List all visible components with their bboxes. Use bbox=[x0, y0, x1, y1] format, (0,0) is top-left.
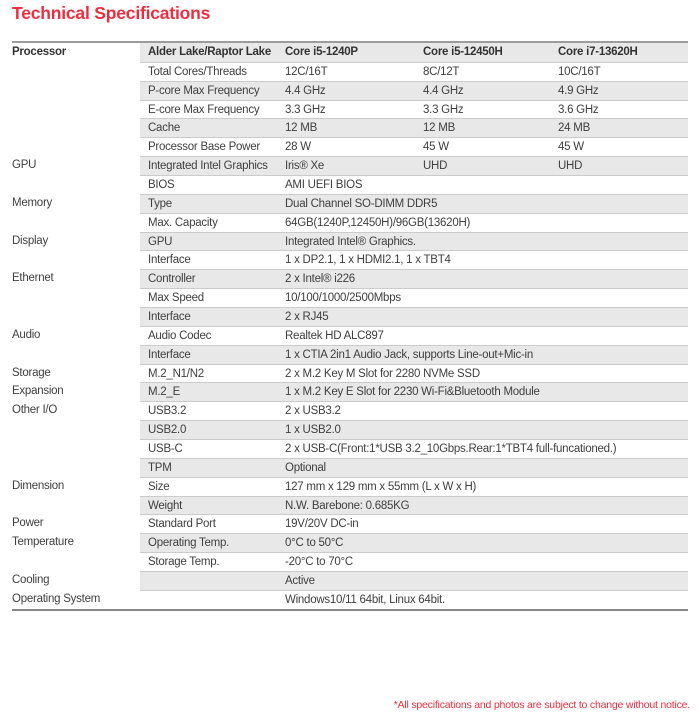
spec-label: E-core Max Frequency bbox=[148, 103, 260, 116]
category-label: Audio bbox=[12, 326, 140, 345]
table-row bbox=[12, 590, 688, 609]
category-label bbox=[12, 420, 140, 439]
spec-value: 3.6 GHz bbox=[558, 103, 599, 116]
spec-value: Core i5-12450H bbox=[423, 46, 503, 58]
spec-label bbox=[140, 572, 285, 590]
spec-value: Dual Channel SO-DIMM DDR5 bbox=[285, 197, 438, 210]
spec-label: Operating Temp. bbox=[148, 537, 230, 550]
spec-value: Integrated Intel® Graphics. bbox=[285, 235, 416, 248]
category-label: Processor bbox=[12, 43, 140, 62]
spec-value: 1 x CTIA 2in1 Audio Jack, supports Line-out+Mic-in bbox=[285, 348, 533, 361]
table-row bbox=[12, 345, 688, 364]
table-row bbox=[12, 439, 688, 458]
category-label bbox=[12, 496, 140, 515]
table-row bbox=[12, 496, 688, 515]
table-row bbox=[12, 307, 688, 326]
category-label: Ethernet bbox=[12, 269, 140, 288]
category-label bbox=[12, 100, 140, 119]
spec-value: 2 x USB3.2 bbox=[285, 405, 341, 418]
spec-label: Size bbox=[148, 480, 170, 493]
category-label: Cooling bbox=[12, 571, 140, 590]
category-label bbox=[12, 439, 140, 458]
spec-values bbox=[140, 288, 688, 307]
table-row bbox=[12, 137, 688, 156]
spec-values bbox=[140, 364, 688, 383]
spec-label: Controller bbox=[148, 273, 196, 286]
spec-value: 1 x M.2 Key E Slot for 2230 Wi-Fi&Bluetooth Module bbox=[285, 386, 540, 399]
table-row bbox=[12, 401, 688, 420]
table-row bbox=[12, 62, 688, 81]
category-label: Operating System bbox=[12, 590, 140, 609]
spec-values bbox=[140, 269, 688, 288]
spec-value: 10/100/1000/2500Mbps bbox=[285, 292, 401, 305]
spec-values bbox=[140, 81, 688, 100]
table-row bbox=[12, 364, 688, 383]
spec-values bbox=[140, 458, 688, 477]
spec-label bbox=[140, 591, 285, 609]
table-row bbox=[12, 175, 688, 194]
spec-label: Audio Codec bbox=[148, 329, 212, 342]
spec-values bbox=[140, 250, 688, 269]
table-row bbox=[12, 118, 688, 137]
category-label: Display bbox=[12, 232, 140, 251]
spec-label: TPM bbox=[148, 461, 172, 474]
category-label bbox=[12, 213, 140, 232]
spec-label: BIOS bbox=[148, 179, 175, 192]
spec-value: 127 mm x 129 mm x 55mm (L x W x H) bbox=[285, 480, 477, 493]
spec-label: P-core Max Frequency bbox=[148, 84, 260, 97]
table-row bbox=[12, 458, 688, 477]
spec-value: 3.3 GHz bbox=[285, 103, 326, 116]
spec-values bbox=[140, 496, 688, 515]
spec-value: Optional bbox=[285, 461, 326, 474]
category-label: Power bbox=[12, 514, 140, 533]
spec-value: 24 MB bbox=[558, 122, 590, 135]
spec-label: Interface bbox=[148, 254, 191, 267]
spec-values bbox=[140, 345, 688, 364]
spec-value: 45 W bbox=[558, 141, 584, 154]
footnote-text: *All specifications and photos are subject to change without notice. bbox=[393, 699, 690, 711]
spec-value: 12 MB bbox=[285, 122, 317, 135]
spec-table-body bbox=[12, 43, 688, 609]
spec-value: 4.4 GHz bbox=[285, 84, 326, 97]
table-row bbox=[12, 81, 688, 100]
spec-label: Interface bbox=[148, 348, 191, 361]
spec-value: 3.3 GHz bbox=[423, 103, 464, 116]
spec-label: GPU bbox=[148, 235, 173, 248]
spec-label: Type bbox=[148, 197, 172, 210]
spec-value: 2 x Intel® i226 bbox=[285, 273, 355, 286]
category-label bbox=[12, 118, 140, 137]
spec-values bbox=[140, 439, 688, 458]
spec-value: 10C/16T bbox=[558, 65, 601, 78]
spec-value: 4.9 GHz bbox=[558, 84, 599, 97]
category-label bbox=[12, 552, 140, 571]
spec-value: Realtek HD ALC897 bbox=[285, 329, 384, 342]
spec-value: 28 W bbox=[285, 141, 311, 154]
spec-value: Core i7-13620H bbox=[558, 46, 638, 58]
table-row bbox=[12, 533, 688, 552]
spec-label: Cache bbox=[148, 122, 180, 135]
spec-values bbox=[140, 307, 688, 326]
category-label bbox=[12, 62, 140, 81]
category-label: Expansion bbox=[12, 382, 140, 401]
spec-label: Total Cores/Threads bbox=[148, 65, 247, 78]
table-row bbox=[12, 100, 688, 119]
spec-value: 8C/12T bbox=[423, 65, 460, 78]
spec-label: M.2_N1/N2 bbox=[148, 367, 204, 380]
spec-values bbox=[140, 326, 688, 345]
category-label bbox=[12, 288, 140, 307]
table-row bbox=[12, 269, 688, 288]
spec-values bbox=[140, 100, 688, 119]
spec-values bbox=[140, 420, 688, 439]
category-label: Storage bbox=[12, 364, 140, 383]
table-row bbox=[12, 571, 688, 590]
table-row bbox=[12, 213, 688, 232]
spec-label: Weight bbox=[148, 499, 183, 512]
spec-values bbox=[140, 137, 688, 156]
spec-value: -20°C to 70°C bbox=[285, 556, 353, 569]
spec-label: Storage Temp. bbox=[148, 556, 220, 569]
spec-label: USB-C bbox=[148, 443, 183, 456]
spec-value: 1 x USB2.0 bbox=[285, 424, 341, 437]
category-label: GPU bbox=[12, 156, 140, 175]
table-row bbox=[12, 552, 688, 571]
spec-values bbox=[140, 533, 688, 552]
spec-value: 2 x M.2 Key M Slot for 2280 NVMe SSD bbox=[285, 367, 480, 380]
spec-values bbox=[140, 514, 688, 533]
spec-label: USB3.2 bbox=[148, 405, 187, 418]
table-row bbox=[12, 43, 688, 62]
table-row bbox=[12, 326, 688, 345]
spec-value: 2 x USB-C(Front:1*USB 3.2_10Gbps.Rear:1*TBT4 full-funcationed.) bbox=[285, 443, 617, 456]
spec-values bbox=[140, 175, 688, 194]
spec-value: N.W. Barebone: 0.685KG bbox=[285, 499, 410, 512]
table-row bbox=[12, 250, 688, 269]
spec-value: 4.4 GHz bbox=[423, 84, 464, 97]
spec-label: Interface bbox=[148, 311, 191, 324]
table-row bbox=[12, 288, 688, 307]
category-label: Dimension bbox=[12, 477, 140, 496]
spec-label: Processor Base Power bbox=[148, 141, 260, 154]
spec-label: Standard Port bbox=[148, 518, 216, 531]
spec-value: 1 x DP2.1, 1 x HDMI2.1, 1 x TBT4 bbox=[285, 254, 451, 267]
spec-value: UHD bbox=[423, 160, 448, 173]
spec-values bbox=[140, 194, 688, 213]
category-label bbox=[12, 307, 140, 326]
spec-values bbox=[140, 232, 688, 251]
spec-values bbox=[140, 43, 688, 62]
table-row bbox=[12, 156, 688, 175]
category-label bbox=[12, 250, 140, 269]
spec-values bbox=[140, 213, 688, 232]
spec-values bbox=[140, 571, 688, 590]
table-row bbox=[12, 477, 688, 496]
category-label bbox=[12, 458, 140, 477]
spec-value: UHD bbox=[558, 160, 583, 173]
table-row bbox=[12, 194, 688, 213]
spec-value: 12 MB bbox=[423, 122, 455, 135]
spec-value: 45 W bbox=[423, 141, 449, 154]
spec-value: 19V/20V DC-in bbox=[285, 518, 359, 531]
spec-label: USB2.0 bbox=[148, 424, 187, 437]
spec-values bbox=[140, 401, 688, 420]
spec-value: 2 x RJ45 bbox=[285, 311, 329, 324]
spec-label: Alder Lake/Raptor Lake bbox=[148, 46, 271, 58]
category-label: Temperature bbox=[12, 533, 140, 552]
category-label bbox=[12, 137, 140, 156]
spec-value: Windows10/11 64bit, Linux 64bit. bbox=[285, 593, 445, 606]
table-row bbox=[12, 420, 688, 439]
category-label bbox=[12, 175, 140, 194]
category-label: Other I/O bbox=[12, 401, 140, 420]
spec-value: Iris® Xe bbox=[285, 160, 325, 173]
spec-value: Core i5-1240P bbox=[285, 46, 358, 58]
spec-value: 0°C to 50°C bbox=[285, 537, 344, 550]
spec-values bbox=[140, 590, 688, 609]
spec-value: Active bbox=[285, 575, 315, 588]
spec-values bbox=[140, 118, 688, 137]
table-row bbox=[12, 514, 688, 533]
category-label: Memory bbox=[12, 194, 140, 213]
spec-label: Max Speed bbox=[148, 292, 204, 305]
spec-label: M.2_E bbox=[148, 386, 180, 399]
table-row bbox=[12, 232, 688, 251]
spec-values bbox=[140, 382, 688, 401]
category-label bbox=[12, 81, 140, 100]
spec-value: 12C/16T bbox=[285, 65, 328, 78]
category-label bbox=[12, 345, 140, 364]
spec-value: AMI UEFI BIOS bbox=[285, 179, 363, 192]
spec-value: 64GB(1240P,12450H)/96GB(13620H) bbox=[285, 216, 471, 229]
spec-values bbox=[140, 62, 688, 81]
spec-label: Max. Capacity bbox=[148, 216, 218, 229]
spec-values bbox=[140, 552, 688, 571]
page-title: Technical Specifications bbox=[12, 3, 211, 23]
spec-table bbox=[12, 41, 688, 611]
spec-label: Integrated Intel Graphics bbox=[148, 160, 268, 173]
spec-values bbox=[140, 156, 688, 175]
spec-values bbox=[140, 477, 688, 496]
table-row bbox=[12, 382, 688, 401]
